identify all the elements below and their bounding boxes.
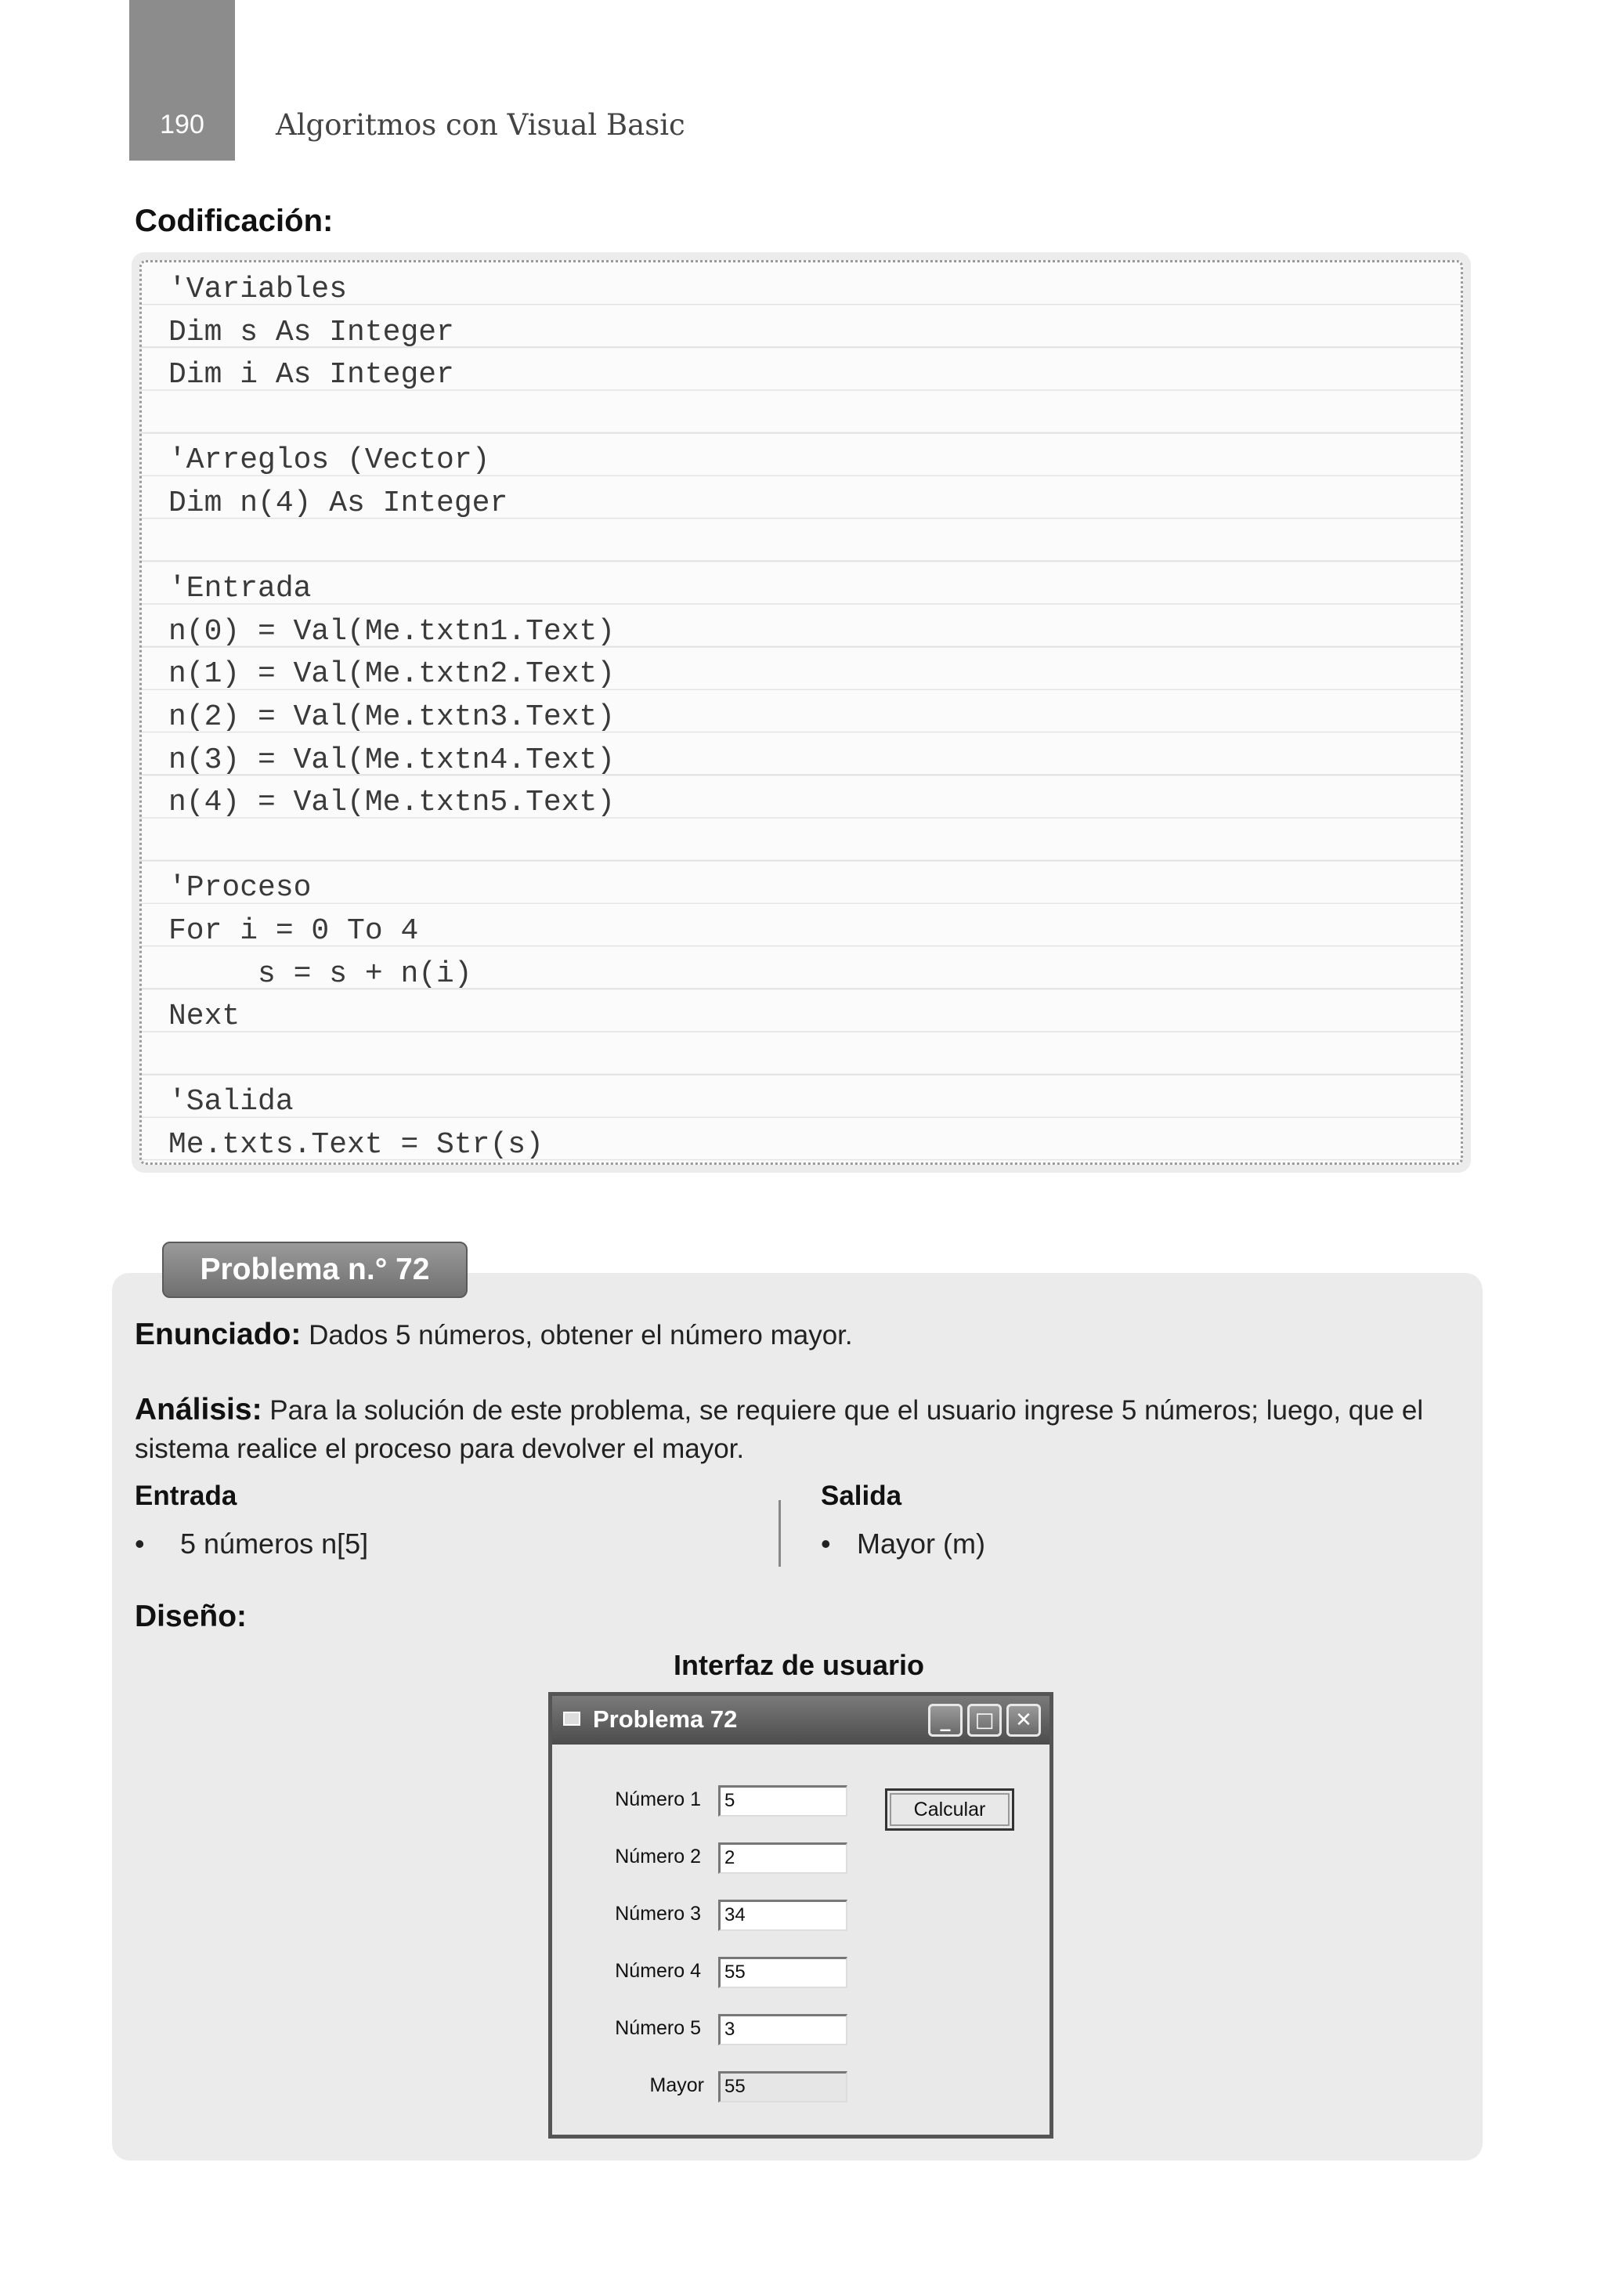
code-line: n(1) = Val(Me.txtn2.Text)	[168, 657, 616, 692]
minimize-button[interactable]: _	[928, 1704, 963, 1737]
analisis-paragraph-line1	[135, 1393, 1423, 1427]
code-line: Me.txts.Text = Str(s)	[168, 1127, 544, 1162]
salida-item	[821, 1528, 985, 1560]
enunciado-paragraph	[135, 1318, 853, 1352]
problem-label: Problema n.° 72	[162, 1242, 468, 1298]
diseno-heading: Diseño:	[135, 1600, 247, 1633]
close-button[interactable]: ✕	[1006, 1704, 1041, 1737]
calcular-button[interactable]: Calcular	[885, 1788, 1014, 1831]
code-line: 'Entrada	[168, 572, 312, 606]
entrada-heading: Entrada	[135, 1481, 237, 1511]
code-line: Dim n(4) As Integer	[168, 486, 508, 520]
numero1-input[interactable]: 5	[718, 1785, 847, 1817]
entrada-item	[135, 1528, 368, 1560]
code-line: 'Salida	[168, 1085, 294, 1119]
numero5-label: Número 5	[615, 2017, 701, 2039]
code-line: n(2) = Val(Me.txtn3.Text)	[168, 700, 616, 734]
window-app-icon	[563, 1712, 580, 1726]
code-line	[168, 526, 1461, 569]
bullet-marker: •	[821, 1528, 831, 1560]
salida-heading: Salida	[821, 1481, 902, 1511]
column-divider	[779, 1500, 781, 1567]
code-line	[168, 397, 1461, 440]
page-number: 190	[160, 110, 204, 139]
analisis-text-line2: sistema realice el proceso para devolver el mayor.	[135, 1434, 745, 1464]
salida-item-text: Mayor (m)	[857, 1528, 985, 1560]
code-line	[168, 825, 1461, 868]
code-line: Dim i As Integer	[168, 358, 454, 392]
bullet-marker: •	[135, 1528, 145, 1560]
code-block-inner	[139, 260, 1463, 1165]
numero4-label: Número 4	[615, 1960, 701, 1982]
code-line	[168, 1039, 1461, 1082]
code-block	[132, 252, 1471, 1173]
code-line: For i = 0 To 4	[168, 913, 419, 948]
code-line: 'Arreglos (Vector)	[168, 443, 490, 478]
code-line: n(4) = Val(Me.txtn5.Text)	[168, 786, 616, 820]
numero2-input[interactable]: 2	[718, 1842, 847, 1874]
numero3-label: Número 3	[615, 1903, 701, 1925]
numero5-input[interactable]: 3	[718, 2014, 847, 2045]
code-line: 'Proceso	[168, 871, 312, 906]
code-line: s = s + n(i)	[168, 956, 472, 991]
interfaz-caption: Interfaz de usuario	[673, 1649, 925, 1681]
enunciado-text: Dados 5 números, obtener el número mayor.	[309, 1320, 853, 1350]
maximize-button[interactable]: □	[967, 1704, 1002, 1737]
numero1-label: Número 1	[615, 1788, 701, 1810]
window-titlebar[interactable]	[552, 1696, 1049, 1745]
numero3-input[interactable]: 34	[718, 1900, 847, 1931]
mayor-output: 55	[718, 2071, 847, 2103]
mayor-label: Mayor	[649, 2074, 704, 2096]
app-window	[548, 1692, 1053, 2139]
analisis-text-line1: Para la solución de este problema, se requiere que el usuario ingrese 5 números; luego, que el	[269, 1395, 1424, 1426]
code-line: n(3) = Val(Me.txtn4.Text)	[168, 743, 616, 777]
code-line: Dim s As Integer	[168, 315, 454, 349]
code-line: n(0) = Val(Me.txtn1.Text)	[168, 614, 616, 649]
window-title: Problema 72	[593, 1705, 738, 1733]
numero4-input[interactable]: 55	[718, 1957, 847, 1988]
analisis-label: Análisis:	[135, 1393, 262, 1426]
code-line: Next	[168, 1000, 240, 1034]
code-line: 'Variables	[168, 273, 348, 306]
numero2-label: Número 2	[615, 1846, 701, 1868]
entrada-item-text: 5 números n[5]	[180, 1528, 369, 1560]
enunciado-label: Enunciado:	[135, 1318, 302, 1351]
running-title: Algoritmos con Visual Basic	[276, 108, 685, 142]
codificacion-heading: Codificación:	[135, 204, 334, 238]
